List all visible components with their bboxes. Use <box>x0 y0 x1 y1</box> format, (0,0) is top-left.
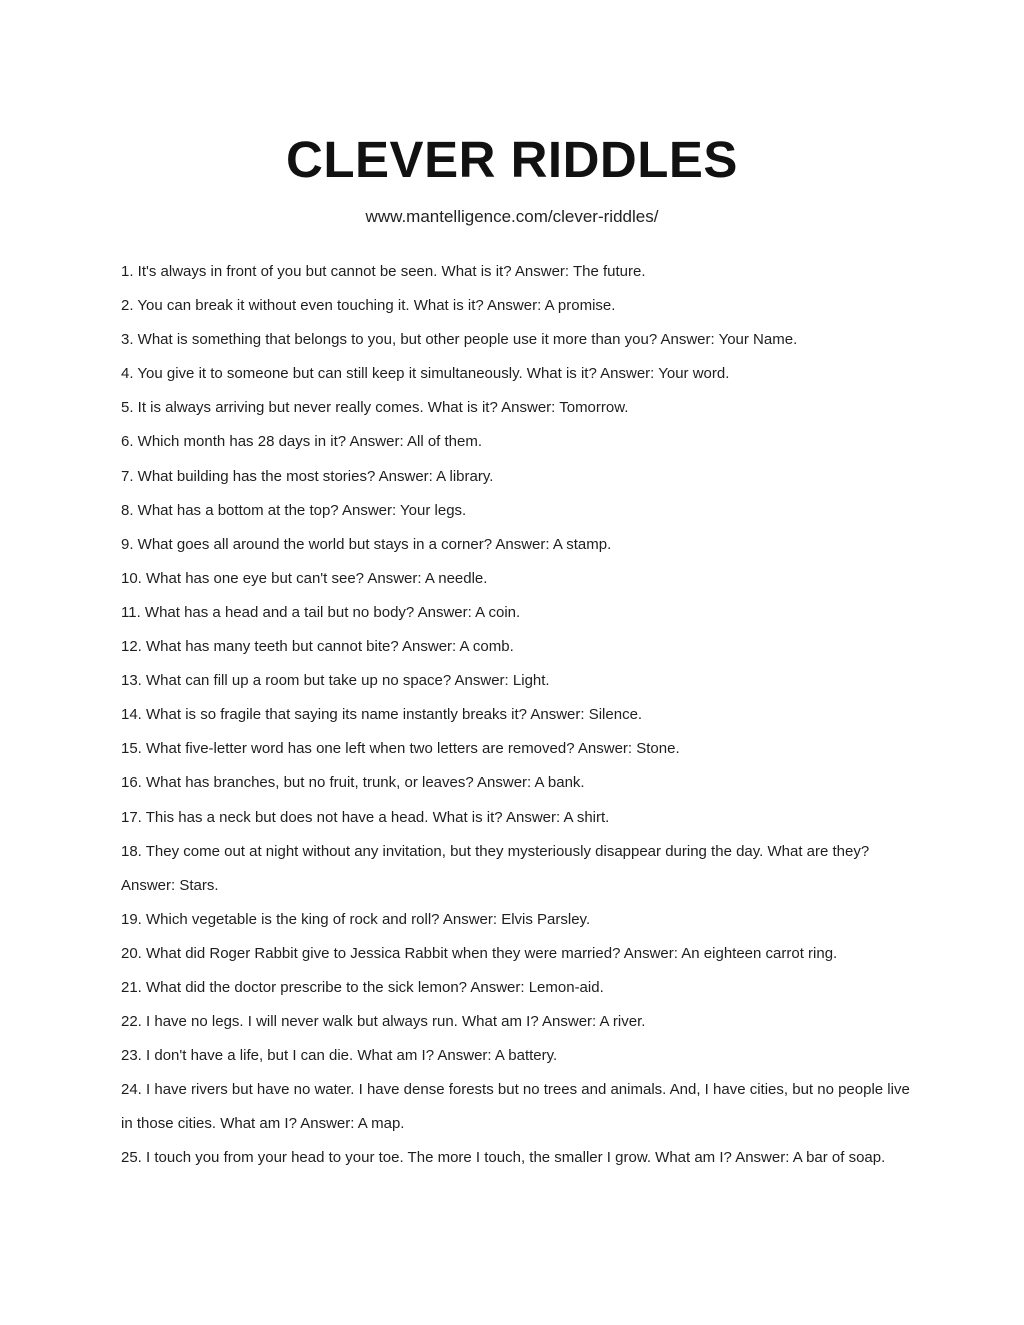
source-url: www.mantelligence.com/clever-riddles/ <box>365 207 659 226</box>
riddle-item-5: 5. It is always arriving but never really comes. What is it? Answer: Tomorrow. <box>121 399 629 417</box>
riddle-item-16: 16. What has branches, but no fruit, trunk, or leaves? Answer: A bank. <box>121 774 585 792</box>
riddle-item-3: 3. What is something that belongs to you, but other people use it more than you? Answer: Your Name. <box>121 331 798 349</box>
riddle-item-19: 19. Which vegetable is the king of rock and roll? Answer: Elvis Parsley. <box>121 910 591 928</box>
riddle-item-18: 18. They come out at night without any invitation, but they mysteriously disappear during the day. What are they? Answer: Stars. <box>121 842 870 894</box>
riddle-item-24: 24. I have rivers but have no water. I have dense forests but no trees and animals. And, I have cities, but no people live in those cities. What am I? Answer: A map. <box>121 1081 910 1133</box>
riddle-item-21: 21. What did the doctor prescribe to the sick lemon? Answer: Lemon-aid. <box>121 978 604 996</box>
riddle-item-8: 8. What has a bottom at the top? Answer: Your legs. <box>121 501 467 519</box>
riddle-item-23: 23. I don't have a life, but I can die. What am I? Answer: A battery. <box>121 1047 558 1065</box>
riddle-item-13: 13. What can fill up a room but take up no space? Answer: Light. <box>121 672 550 690</box>
riddle-item-7: 7. What building has the most stories? Answer: A library. <box>121 467 494 485</box>
riddle-item-4: 4. You give it to someone but can still keep it simultaneously. What is it? Answer: Your word. <box>121 365 730 383</box>
riddle-item-15: 15. What five-letter word has one left when two letters are removed? Answer: Stone. <box>121 740 680 758</box>
riddle-item-14: 14. What is so fragile that saying its name instantly breaks it? Answer: Silence. <box>121 706 643 724</box>
riddle-item-25: 25. I touch you from your head to your toe. The more I touch, the smaller I grow. What am I? Answer: A bar of soap. <box>121 1149 886 1167</box>
page-title: CLEVER RIDDLES <box>286 131 738 188</box>
riddle-list <box>121 255 911 1176</box>
riddle-item-1: 1. It's always in front of you but cannot be seen. What is it? Answer: The future. <box>121 263 646 280</box>
riddle-item-17: 17. This has a neck but does not have a head. What is it? Answer: A shirt. <box>121 808 610 826</box>
riddle-item-11: 11. What has a head and a tail but no body? Answer: A coin. <box>121 603 521 621</box>
riddle-item-2: 2. You can break it without even touching it. What is it? Answer: A promise. <box>121 297 616 315</box>
riddle-item-10: 10. What has one eye but can't see? Answer: A needle. <box>121 569 488 587</box>
riddle-item-22: 22. I have no legs. I will never walk but always run. What am I? Answer: A river. <box>121 1013 646 1031</box>
riddle-item-20: 20. What did Roger Rabbit give to Jessica Rabbit when they were married? Answer: An eighteen carrot ring. <box>121 944 838 962</box>
riddle-item-6: 6. Which month has 28 days in it? Answer: All of them. <box>121 433 483 451</box>
riddle-item-9: 9. What goes all around the world but stays in a corner? Answer: A stamp. <box>121 535 612 553</box>
riddle-item-12: 12. What has many teeth but cannot bite? Answer: A comb. <box>121 638 514 656</box>
